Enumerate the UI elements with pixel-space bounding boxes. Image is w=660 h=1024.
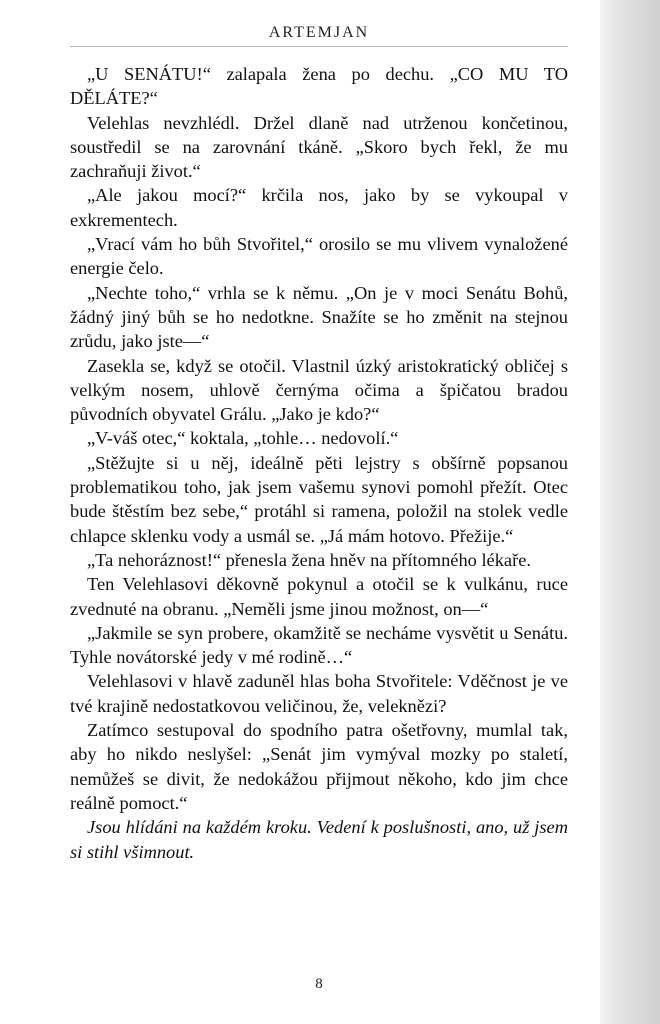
paragraph: Velehlasovi v hlavě zaduněl hlas boha Stvořitele: Vděčnost je ve tvé krajině nedostatkovou veličinou, že, veleknězi? xyxy=(70,671,568,716)
paragraph: „Vrací vám ho bůh Stvořitel,“ orosilo se mu vlivem vynaložené energie čelo. xyxy=(70,234,568,279)
running-head: ARTEMJAN xyxy=(268,24,370,41)
paragraph: Zasekla se, když se otočil. Vlastnil úzký aristokratický obličej s velkým nosem, uhlově černýma očima a špičatou bradou původních obyvatel Grálu. „Jako je kdo?“ xyxy=(70,355,568,425)
paragraph: „U SENÁTU!“ zalapala žena po dechu. „CO MU TO DĚLÁTE?“ xyxy=(70,64,568,109)
paragraph: „Nechte toho,“ vrhla se k němu. „On je v moci Senátu Bohů, žádný jiný bůh se ho nedotkne. Snažíte se ho změnit na stejnou zrůdu, jako jste—“ xyxy=(70,282,568,352)
paragraph: Zatímco sestupoval do spodního patra ošetřovny, mumlal tak, aby ho nikdo neslyšel: „Senát jim vymýval mozky po staletí, nemůžeš se divit, že nedokážou přijmout někoho, kdo jim chce reálně pomoct.“ xyxy=(70,720,568,813)
paragraph: „V-váš otec,“ koktala, „tohle… nedovolí.“ xyxy=(87,428,399,449)
paragraph: „Ale jakou mocí?“ krčila nos, jako by se vykoupal v exkrementech. xyxy=(70,185,568,230)
paragraph-italic: Jsou hlídáni na každém kroku. Vedení k poslušnosti, ano, už jsem si stihl všimnout. xyxy=(70,817,568,862)
header-rule xyxy=(70,46,568,47)
paragraph: „Jakmile se syn probere, okamžitě se necháme vysvětit u Senátu. Tyhle novátorské jedy v mé rodině…“ xyxy=(70,622,568,668)
page-number: 8 xyxy=(315,976,323,992)
page-edge-shadow xyxy=(600,0,660,1024)
paragraph: „Stěžujte si u něj, ideálně pěti lejstry s obšírně popsanou problematikou toho, jak jsem vašemu synovi pomohl přežít. Otec bude štěstím bez sebe,“ protáhl si ramena, položil na stolek vedle chlapce sklenku vody a usmál se. „Já mám hotovo. Přežije.“ xyxy=(70,452,568,546)
paragraph: Velehlas nevzhlédl. Držel dlaně nad utrženou končetinou, soustředil se na zarovnání tkáně. „Skoro bych řekl, že mu zachraňuji život.“ xyxy=(70,112,568,182)
paragraph: „Ta nehoráznost!“ přenesla žena hněv na přítomného lékaře. xyxy=(87,549,531,570)
paragraph: Ten Velehlasovi děkovně pokynul a otočil se k vulkánu, ruce zvednuté na obranu. „Neměli jsme jinou možnost, on—“ xyxy=(70,574,568,619)
body-text xyxy=(70,62,568,864)
